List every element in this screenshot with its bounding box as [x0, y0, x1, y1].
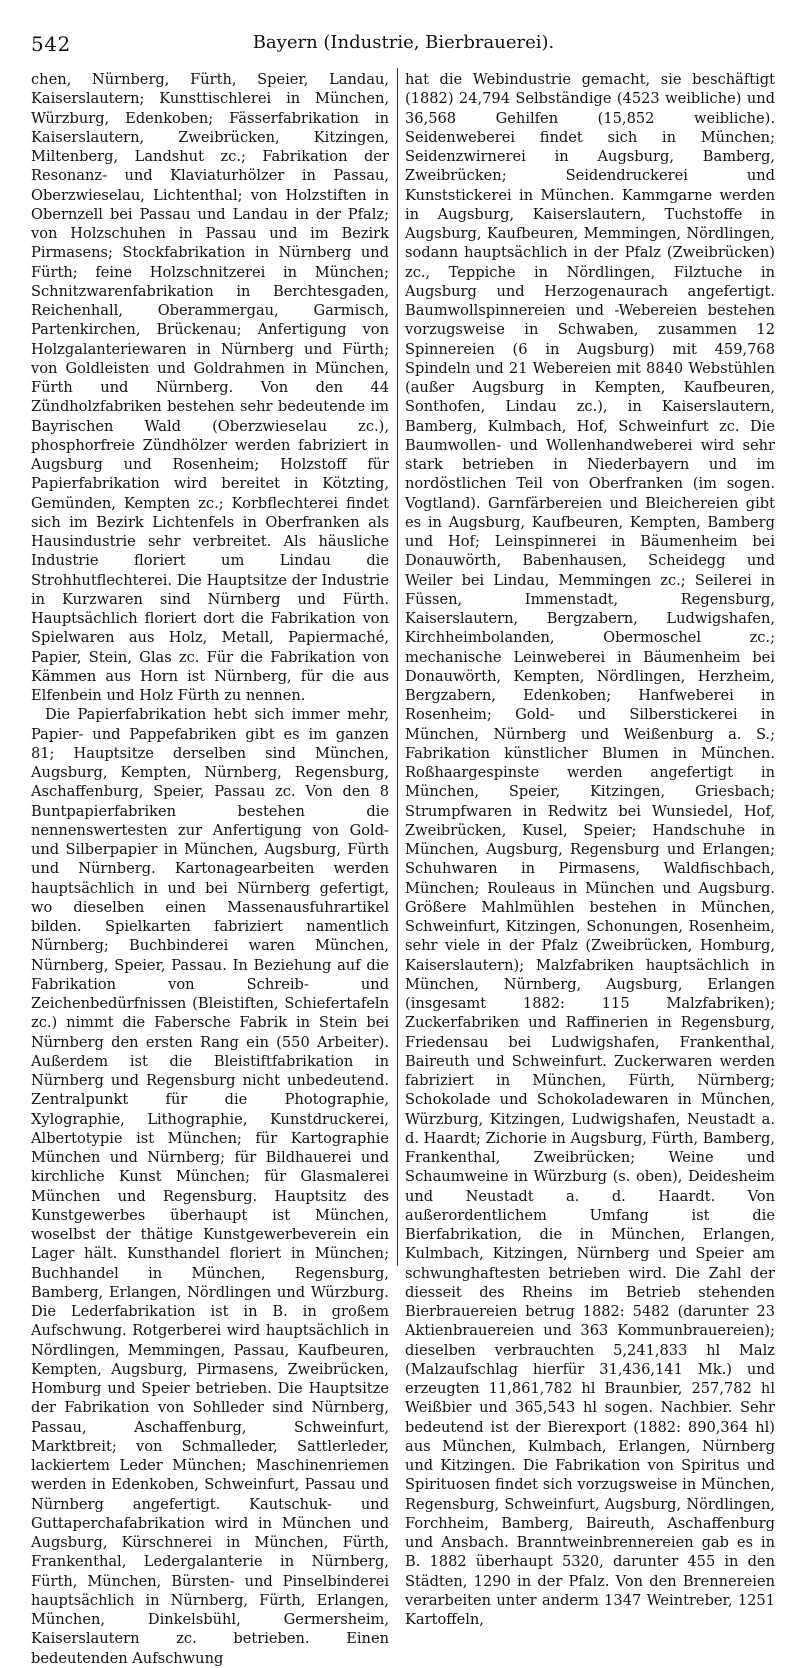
- page-number: 542: [31, 32, 71, 56]
- page-header: [31, 32, 776, 58]
- right-paragraph-1: hat die Webindustrie gemacht, sie beschäftigt (1882) 24,794 Selbständige (4523 weibliche) und 36,568 Gehilfen (15,852 weibliche). Seidenweberei findet sich in München; Seidenzwirnerei in Augsburg, Bamberg, Zweibrücken; Seidendruckerei und Kunststickerei in München. Kammgarne werden in Augsburg, Kaiserslautern, Tuchstoffe in Augsburg, Kaufbeuren, Memmingen, Nördlingen, sodann hauptsächlich in der Pfalz (Zweibrücken) zc., Teppiche in Nördlingen, Filztuche in Augsburg und Herzogenaurach angefertigt. Baumwollspinnereien und -Webereien bestehen vorzugsweise in Schwaben, zusammen 12 Spinnereien (6 in Augsburg) mit 459,768 Spindeln und 21 Webereien mit 8840 Webstühlen (außer Augsburg in Kempten, Kaufbeuren, Sonthofen, Lindau zc.), in Kaiserslautern, Bamberg, Kulmbach, Hof, Schweinfurt zc. Die Baumwollen- und Wollenhandweberei wird sehr stark betrieben in Niederbayern und im nordöstlichen Teil von Oberfranken (im sogen. Vogtland). Garnfärbereien und Bleichereien gibt es in Augsburg, Kaufbeuren, Kempten, Bamberg und Hof; Leinspinnerei in Bäumenheim bei Donauwörth, Babenhausen, Scheidegg und Weiler bei Lindau, Memmingen zc.; Seilerei in Füssen, Immenstadt, Regensburg, Kaiserslautern, Bergzabern, Ludwigshafen, Kirchheimbolanden, Obermoschel zc.; mechanische Leinweberei in Bäumenheim bei Donauwörth, Kempten, Nördlingen, Herzheim, Bergzabern, Edenkoben; Hanfweberei in Rosenheim; Gold- und Silberstickerei in München, Nürnberg und Weißenburg a. S.; Fabrikation künstlicher Blumen in München. Roßhaargespinste werden angefertigt in München, Speier, Kitzingen, Griesbach; Strumpfwaren in Redwitz bei Wunsiedel, Hof, Zweibrücken, Kusel, Speier; Handschuhe in München, Augsburg, Regensburg und Erlangen; Schuhwaren in Pirmasens, Waldfischbach, München; Rouleaus in München und Augsburg. Größere Mahlmühlen bestehen in München, Schweinfurt, Kitzingen, Schonungen, Rosenheim, sehr viele in der Pfalz (Zweibrücken, Homburg, Kaiserslautern); Malzfabriken hauptsächlich in München, Nürnberg, Augsburg, Erlangen (insgesamt 1882: 115 Malzfabriken); Zuckerfabriken und Raffinerien in Regensburg, Friedensau bei Ludwigshafen, Frankenthal, Baireuth und Schweinfurt. Zuckerwaren werden fabriziert in München, Fürth, Nürnberg; Schokolade und Schokoladewaren in München, Würzburg, Kitzingen, Ludwigshafen, Neustadt a. d. Haardt; Zichorie in Augsburg, Fürth, Bamberg, Frankenthal, Zweibrücken; Weine und Schaumweine in Würzburg (s. oben), Deidesheim und Neustadt a. d. Haardt. Von außerordentlichem Umfang ist die Bierfabrikation, die in München, Erlangen, Kulmbach, Kitzingen, Nürnberg und Speier am schwunghaftesten betrieben wird. Die Zahl der diesseit des Rheins im Betrieb stehenden Bierbrauereien betrug 1882: 5482 (darunter 23 Aktienbrauereien und 363 Kommunbrauereien); dieselben verbrauchten 5,241,833 hl Malz (Malzaufschlag hierfür 31,436,141 Mk.) und erzeugten 11,861,782 hl Braunbier, 257,782 hl Weißbier und 365,543 hl sogen. Nachbier. Sehr bedeutend ist der Bierexport (1882: 890,364 hl) aus München, Kulmbach, Erlangen, Nürnberg und Kitzingen. Die Fabrikation von Spiritus und Spirituosen findet sich vorzugsweise in München, Regensburg, Schweinfurt, Augsburg, Nördlingen, Forchheim, Bamberg, Baireuth, Aschaffenburg und Ansbach. Branntweinbrennereien gab es in B. 1882 überhaupt 5320, darunter 455 in den Städten, 1290 in der Pfalz. Von den Brennereien verarbeiten unter anderm 1347 Weintreber, 1251 Kartoffeln,: [405, 71, 775, 1628]
- left-column: [31, 70, 389, 1667]
- column-divider: [397, 68, 398, 1266]
- running-head: Bayern (Industrie, Bierbrauerei).: [252, 32, 555, 53]
- left-paragraph-1: chen, Nürnberg, Fürth, Speier, Landau, Kaiserslautern; Kunsttischlerei in München, Würzburg, Edenkoben; Fässerfabrikation in Kaiserslautern, Zweibrücken, Kitzingen, Miltenberg, Landshut zc.; Fabrikation der Resonanz- und Klaviaturhölzer in Passau, Oberzwieselau, Lichtenthal; von Holzstiften in Obernzell bei Passau und Landau in der Pfalz; von Holzschuhen in Passau und im Bezirk Pirmasens; Stockfabrikation in Nürnberg und Fürth; feine Holzschnitzerei in München; Schnitzwarenfabrikation in Berchtesgaden, Reichenhall, Oberammergau, Garmisch, Partenkirchen, Brückenau; Anfertigung von Holzgalanteriewaren in Nürnberg und Fürth; von Goldleisten und Goldrahmen in München, Fürth und Nürnberg. Von den 44 Zündholzfabriken bestehen sehr bedeutende im Bayrischen Wald (Oberzwieselau zc.), phosphorfreie Zündhölzer werden fabriziert in Augsburg und Rosenheim; Holzstoff für Papierfabrikation wird bereitet in Kötzting, Gemünden, Kempten zc.; Korbflechterei findet sich im Bezirk Lichtenfels in Oberfranken als Hausindustrie sehr verbreitet. Als häusliche Industrie floriert um Lindau die Strohhutflechterei. Die Hauptsitze der Industrie in Kurzwaren sind Nürnberg und Fürth. Hauptsächlich floriert dort die Fabrikation von Spielwaren aus Holz, Metall, Papiermaché, Papier, Stein, Glas zc. Für die Fabrikation von Kämmen aus Horn ist Nürnberg, für die aus Elfenbein und Holz Fürth zu nennen.: [31, 71, 389, 704]
- left-paragraph-2: Die Papierfabrikation hebt sich immer mehr, Papier- und Pappefabriken gibt es im ganzen 81; Hauptsitze derselben sind München, Augsburg, Kempten, Nürnberg, Regensburg, Aschaffenburg, Speier, Passau zc. Von den 8 Buntpapierfabriken bestehen die nennenswertesten zur Anfertigung von Gold- und Silberpapier in München, Augsburg, Fürth und Nürnberg. Kartonagearbeiten werden hauptsächlich in und bei Nürnberg gefertigt, wo dieselben einen Massenausfuhrartikel bilden. Spielkarten fabriziert namentlich Nürnberg; Buchbinderei waren München, Nürnberg, Speier, Passau. In Beziehung auf die Fabrikation von Schreib- und Zeichenbedürfnissen (Bleistiften, Schiefertafeln zc.) nimmt die Fabersche Fabrik in Stein bei Nürnberg den ersten Rang ein (550 Arbeiter). Außerdem ist die Bleistiftfabrikation in Nürnberg und Regensburg nicht unbedeutend. Zentralpunkt für die Photographie, Xylographie, Lithographie, Kunstdruckerei, Albertotypie ist München; für Kartographie München und Nürnberg; für Bildhauerei und kirchliche Kunst München; für Glasmalerei München und Regensburg. Hauptsitz des Kunstgewerbes überhaupt ist München, woselbst der thätige Kunstgewerbeverein ein Lager hält. Kunsthandel floriert in München; Buchhandel in München, Regensburg, Bamberg, Erlangen, Nördlingen und Würzburg. Die Lederfabrikation ist in B. in großem Aufschwung. Rotgerberei wird hauptsächlich in Nördlingen, Memmingen, Passau, Kaufbeuren, Kempten, Augsburg, Pirmasens, Zweibrücken, Homburg und Speier betrieben. Die Hauptsitze der Fabrikation von Sohlleder sind Nürnberg, Passau, Aschaffenburg, Schweinfurt, Marktbreit; von Schmalleder, Sattlerleder, lackiertem Leder München; Maschinenriemen werden in Edenkoben, Schweinfurt, Passau und Nürnberg angefertigt. Kautschuk- und Guttaperchafabrikation wird in München und Augsburg, Kürschnerei in München, Fürth, Frankenthal, Ledergalanterie in Nürnberg, Fürth, München, Bürsten- und Pinselbinderei hauptsächlich in Nürnberg, Fürth, Erlangen, München, Dinkelsbühl, Germersheim, Kaiserslautern zc. betrieben. Einen bedeutenden Aufschwung: [31, 706, 389, 1667]
- right-column: [405, 70, 775, 1628]
